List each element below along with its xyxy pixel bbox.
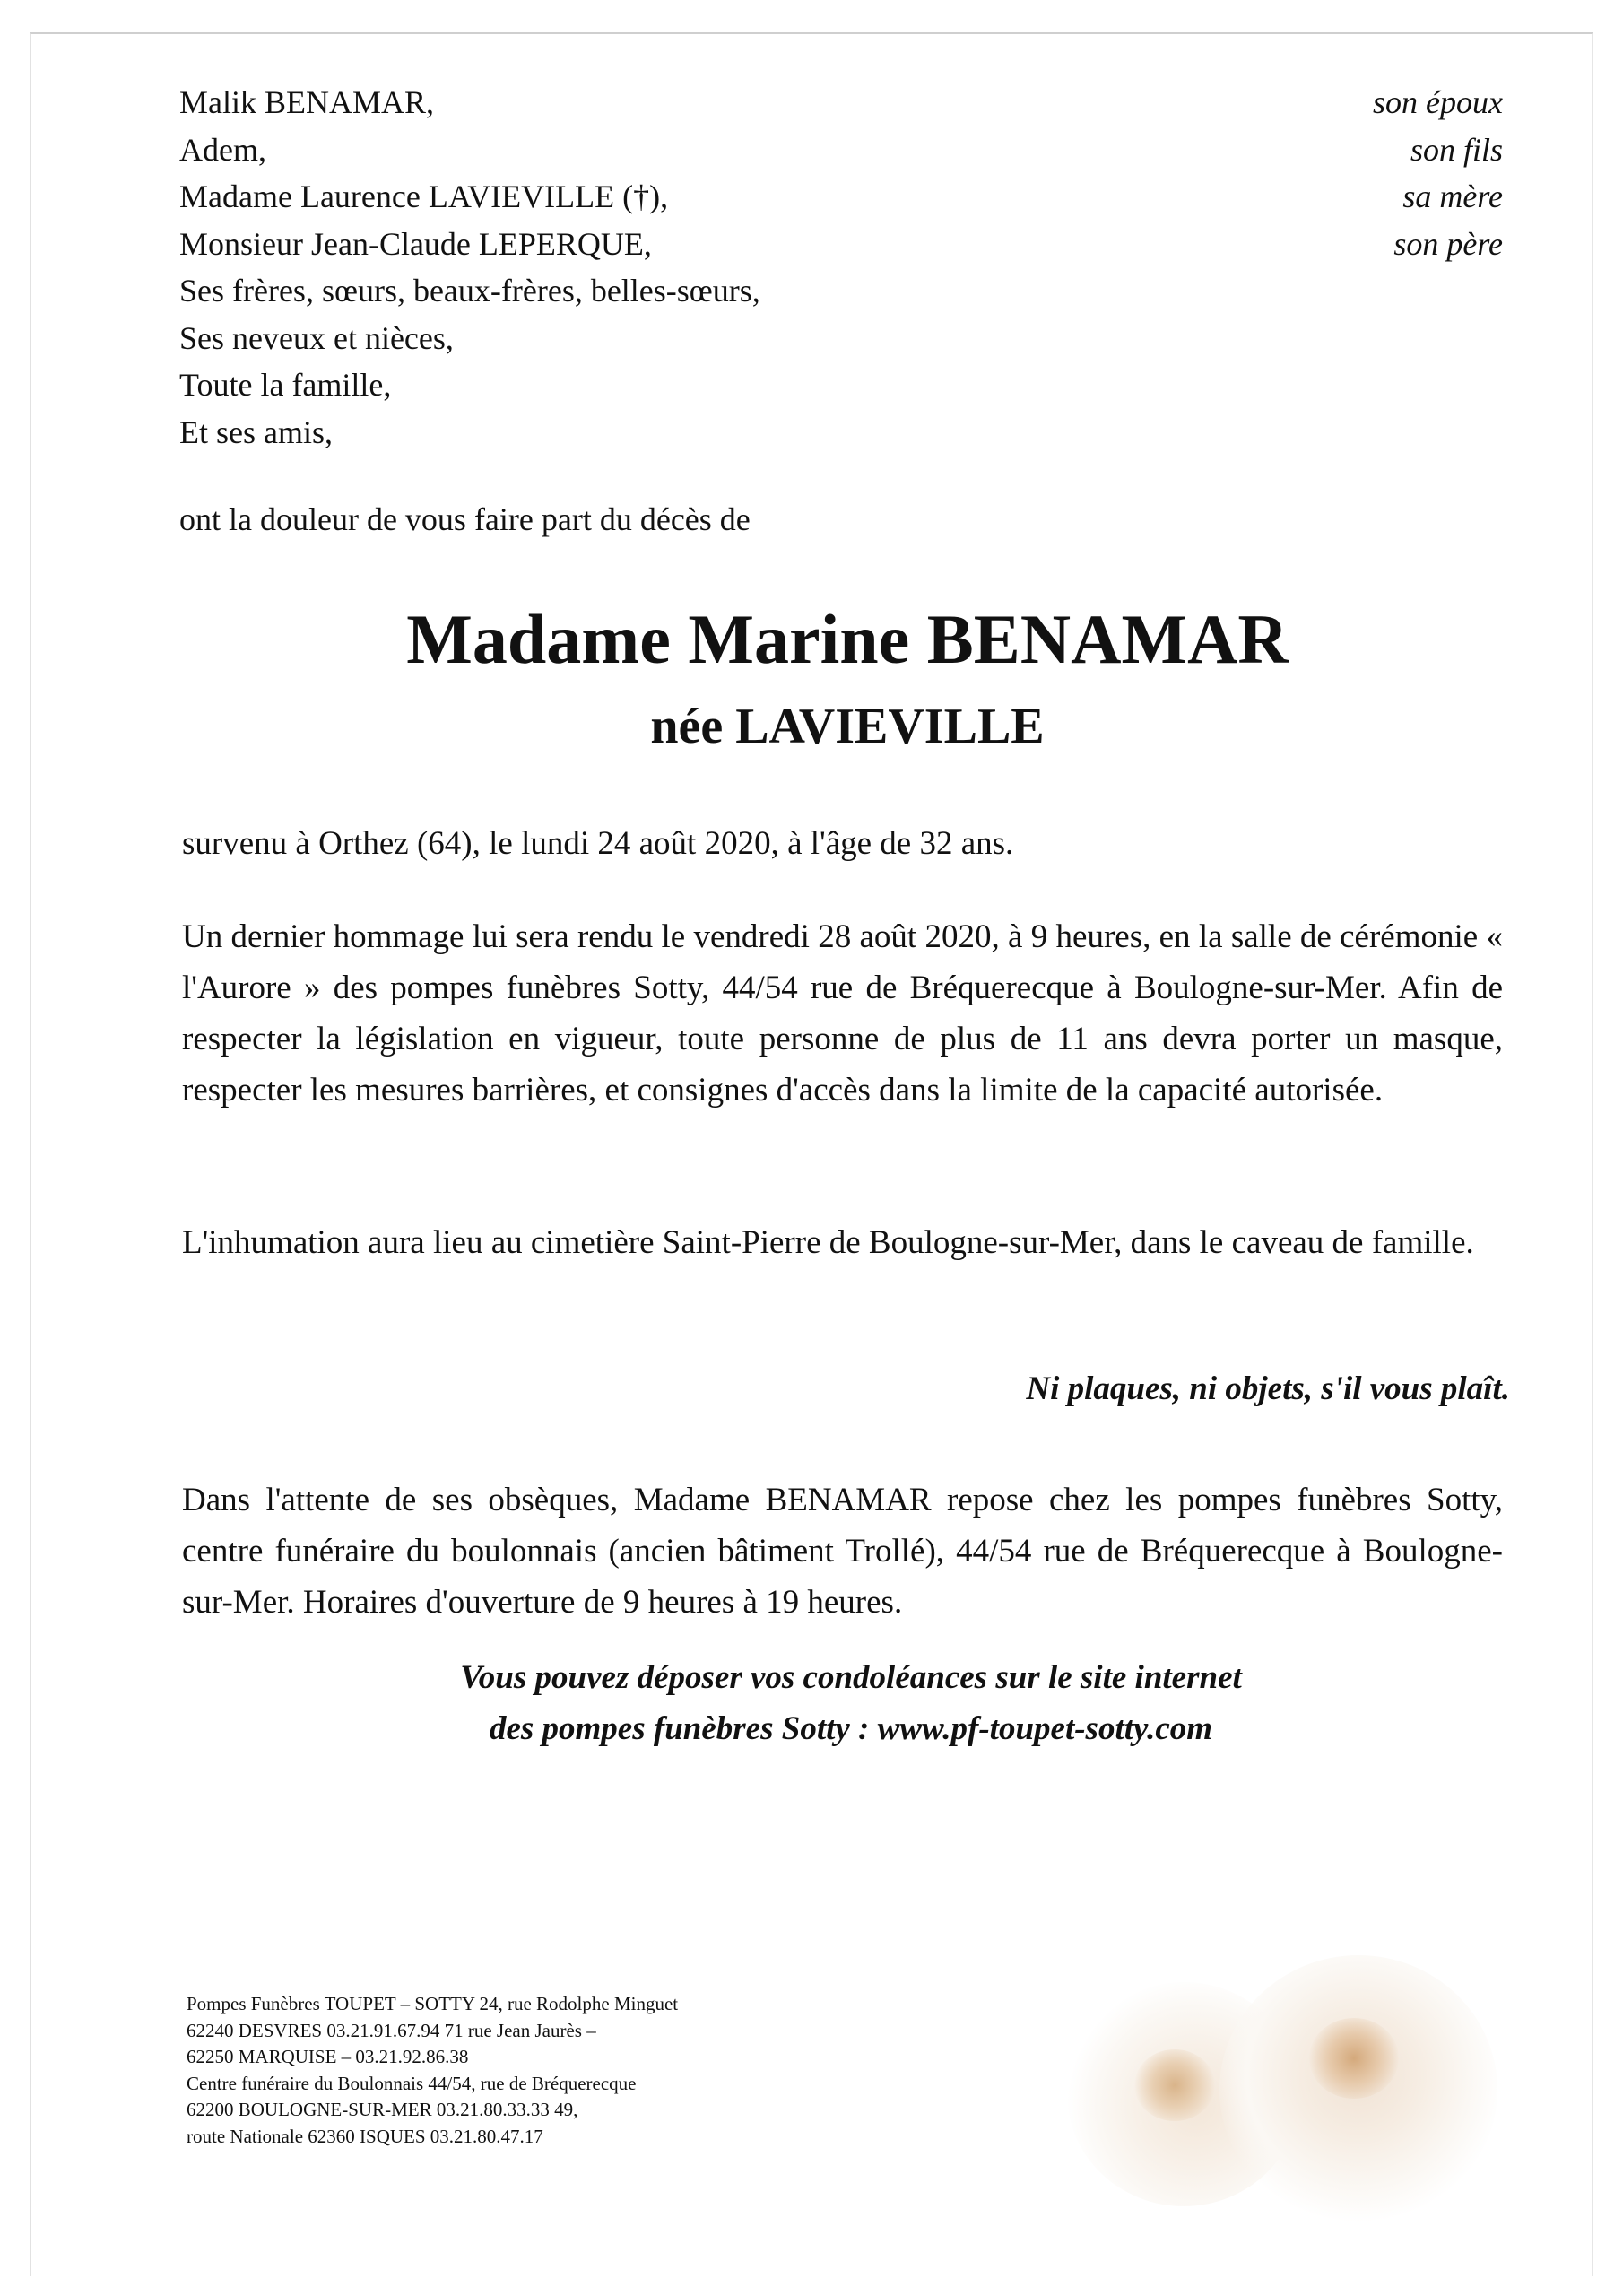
- maiden-name: née LAVIEVILLE: [650, 699, 1045, 754]
- family-list: [179, 79, 760, 456]
- ceremony-text: Un dernier hommage lui sera rendu le vendredi 28 août 2020, à 9 heures, en la salle de cérémonie « l'Aurore » des pompes funèbres Sotty, 44/54 rue de Bréquerecque à Boulogne-sur-Mer. Afin de respecter la législation en vigueur, toute personne de plus de 11 ans devra porter un masque, respecter les mesures barrières, et consignes d'accès dans la limite de la capacité autorisée.: [182, 918, 1503, 1109]
- deceased-name: Madame Marine BENAMAR: [406, 600, 1289, 678]
- funeral-home-footer: [187, 1991, 678, 2150]
- relation: sa mère: [1402, 178, 1503, 214]
- condolences-line: Vous pouvez déposer vos condoléances sur le site internet: [460, 1659, 1242, 1696]
- family-line: Ses neveux et nièces,: [179, 319, 454, 356]
- footer-line: 62200 BOULOGNE-SUR-MER 03.21.80.33.33 49,: [187, 2099, 578, 2120]
- rest-paragraph: [182, 1474, 1503, 1628]
- burial-text: L'inhumation aura lieu au cimetière Saint-Pierre de Boulogne-sur-Mer, dans le caveau de famille.: [182, 1224, 1474, 1261]
- ceremony-paragraph: [182, 911, 1503, 1116]
- family-line: Monsieur Jean-Claude LEPERQUE,: [179, 225, 652, 262]
- death-info-text: survenu à Orthez (64), le lundi 24 août 2020, à l'âge de 32 ans.: [182, 825, 1014, 862]
- no-flowers-note: Ni plaques, ni objets, s'il vous plaît.: [1026, 1370, 1510, 1407]
- relation: son père: [1393, 225, 1503, 262]
- relation: son époux: [1373, 84, 1503, 120]
- family-line: Madame Laurence LAVIEVILLE (†),: [179, 178, 669, 214]
- relation: son fils: [1410, 131, 1503, 168]
- family-line: Ses frères, sœurs, beaux-frères, belles-sœurs,: [179, 273, 760, 309]
- announcement-intro: ont la douleur de vous faire part du décès de: [179, 501, 751, 537]
- condolences-notice: [0, 1652, 1623, 1754]
- family-line: Et ses amis,: [179, 413, 333, 450]
- footer-line: 62250 MARQUISE – 03.21.92.86.38: [187, 2046, 469, 2067]
- burial-paragraph: [182, 1217, 1503, 1268]
- family-line: Toute la famille,: [179, 367, 392, 403]
- footer-line: 62240 DESVRES 03.21.91.67.94 71 rue Jean Jaurès –: [187, 2019, 596, 2041]
- family-line: Malik BENAMAR,: [179, 84, 435, 120]
- relations-list: [1373, 79, 1503, 267]
- condolences-line: des pompes funèbres Sotty : www.pf-toupet-sotty.com: [489, 1710, 1213, 1747]
- rest-text: Dans l'attente de ses obsèques, Madame BENAMAR repose chez les pompes funèbres Sotty, centre funéraire du boulonnais (ancien bâtiment Trollé), 44/54 rue de Bréquerecque à Boulogne-sur-Mer. Horaires d'ouverture de 9 heures à 19 heures.: [182, 1482, 1503, 1621]
- footer-line: route Nationale 62360 ISQUES 03.21.80.47.17: [187, 2125, 543, 2147]
- family-line: Adem,: [179, 131, 266, 168]
- footer-line: Centre funéraire du Boulonnais 44/54, rue de Bréquerecque: [187, 2072, 637, 2094]
- death-info: [182, 818, 1503, 869]
- footer-line: Pompes Funèbres TOUPET – SOTTY 24, rue Rodolphe Minguet: [187, 1993, 679, 2014]
